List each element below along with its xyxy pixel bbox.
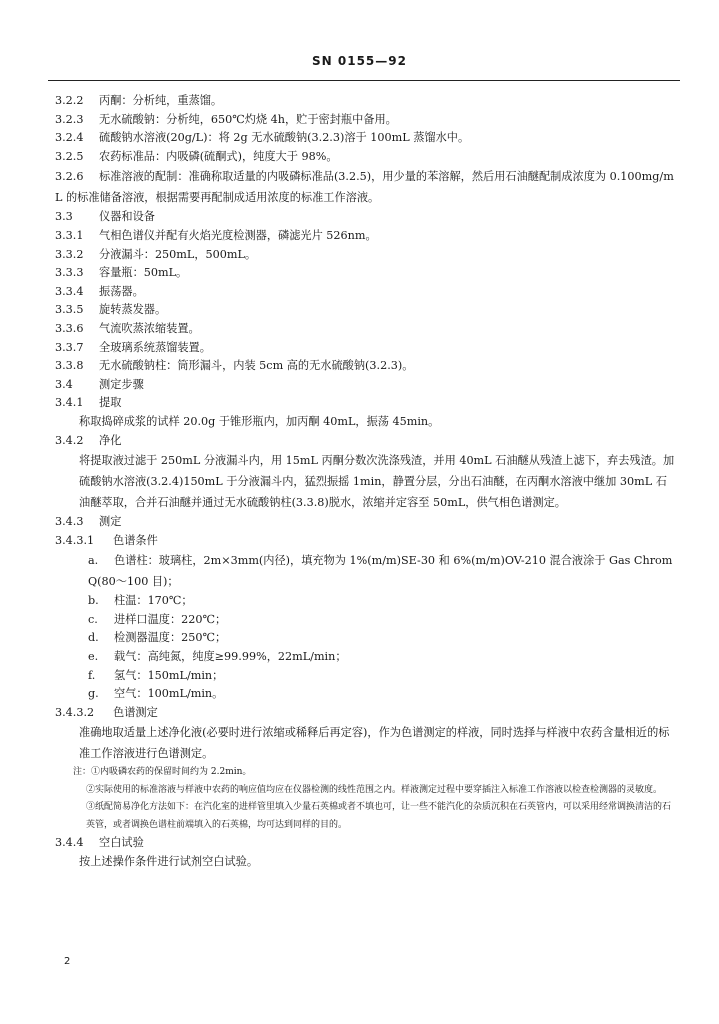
clause-3-2-4 xyxy=(55,129,677,148)
item-text: 检测器温度：250℃； xyxy=(114,631,227,645)
clause-text: 硫酸钠水溶液(20g/L)：将 2g 无水硫酸钠(3.2.3)溶于 100mL 蒸馏水中。 xyxy=(99,131,470,145)
note-text: 实际使用的标准溶液与样液中农药的响应值均应在仪器检测的线性范围之内。样液测定过程中要穿插注入标准工作溶液以检查检测器的灵敏度。 xyxy=(95,784,663,795)
clause-number: 3.3.6 xyxy=(55,321,84,335)
clause-3-2-2 xyxy=(55,92,677,111)
clause-text: 丙酮：分析纯，重蒸馏。 xyxy=(99,94,223,107)
clause-number: 3.4.3.2 xyxy=(55,705,95,719)
clause-3-3-4 xyxy=(55,283,677,302)
item-label: f. xyxy=(88,668,96,682)
item-text: 载气：高纯氮，纯度≥99.99%，22mL/min； xyxy=(114,650,347,664)
note-label: ① xyxy=(91,767,101,778)
clause-3-3-1 xyxy=(55,227,677,246)
clause-number: 3.4.3.1 xyxy=(55,533,95,547)
condition-d xyxy=(55,629,677,648)
chromatography-paragraph: 准确地取适量上述净化液(必要时进行浓缩或稀释后再定容)，作为色谱测定的样液，同时选择与样液中农药含量相近的标准工作溶液进行色谱测定。 xyxy=(79,726,670,761)
item-text: 空气：100mL/min。 xyxy=(114,687,224,701)
clause-3-4-2 xyxy=(55,432,677,451)
clause-3-4-3 xyxy=(55,513,677,532)
clause-number: 3.3.5 xyxy=(55,303,84,317)
note-label: ③ xyxy=(86,802,96,813)
item-label: a. xyxy=(88,554,99,568)
clause-3-3-2 xyxy=(55,246,677,265)
condition-e xyxy=(55,648,677,667)
clause-number: 3.2.5 xyxy=(55,149,84,163)
clause-number: 3.3.2 xyxy=(55,247,84,261)
clause-number: 3.4.4 xyxy=(55,836,84,850)
section-title: 仪器和设备 xyxy=(99,210,155,224)
document-body xyxy=(55,92,677,872)
clause-3-2-6 xyxy=(55,166,677,208)
clause-text: 无水硫酸钠：分析纯，650℃灼烧 4h，贮于密封瓶中备用。 xyxy=(99,112,397,126)
section-title: 测定步骤 xyxy=(99,377,144,391)
item-label: g. xyxy=(88,687,99,701)
clause-3-3-3 xyxy=(55,264,677,283)
clause-title: 测定 xyxy=(99,515,122,529)
clause-3-3-8 xyxy=(55,357,677,376)
clause-number: 3.3.8 xyxy=(55,359,84,373)
clause-text: 无水硫酸钠柱：筒形漏斗，内装 5cm 高的无水硫酸钠(3.2.3)。 xyxy=(99,359,414,373)
item-label: d. xyxy=(88,631,99,645)
note-2 xyxy=(55,782,677,800)
clause-text: 气相色谱仪并配有火焰光度检测器，磷滤光片 526nm。 xyxy=(99,228,377,242)
item-label: b. xyxy=(88,594,99,608)
clause-text: 容量瓶：50mL。 xyxy=(99,266,188,280)
note-3 xyxy=(55,799,677,834)
standard-code-header: SN 0155—92 xyxy=(312,54,407,68)
condition-b xyxy=(55,592,677,611)
clause-text: 旋转蒸发器。 xyxy=(99,303,167,317)
clause-title: 色谱测定 xyxy=(113,705,158,719)
note-label: ② xyxy=(86,784,96,795)
section-number: 3.3 xyxy=(55,210,73,224)
item-text: 氢气：150mL/min； xyxy=(114,668,224,682)
clause-number: 3.3.3 xyxy=(55,266,84,280)
clause-number: 3.3.7 xyxy=(55,340,84,354)
clause-number: 3.4.3 xyxy=(55,515,84,529)
clause-title: 提取 xyxy=(99,396,122,410)
clause-text: 气流吹蒸浓缩装置。 xyxy=(99,321,200,335)
item-label: c. xyxy=(88,612,98,626)
condition-g xyxy=(55,685,677,704)
clause-number: 3.4.2 xyxy=(55,433,84,447)
section-3-3 xyxy=(55,208,677,227)
note-1 xyxy=(55,764,677,782)
clause-3-4-1 xyxy=(55,394,677,413)
condition-c xyxy=(55,611,677,630)
condition-a xyxy=(55,550,677,592)
item-text: 色谱柱：玻璃柱，2m×3mm(内径)，填充物为 1%(m/m)SE-30 和 6%(m/m)OV-210 混合液涂于 Gas Chrom Q(80～100 目)； xyxy=(88,554,673,589)
clause-3-2-5 xyxy=(55,148,677,167)
clause-3-4-3-1 xyxy=(55,532,677,551)
clause-3-3-5 xyxy=(55,301,677,320)
clause-3-3-7 xyxy=(55,339,677,358)
cleanup-paragraph: 将提取液过滤于 250mL 分液漏斗内，用 15mL 丙酮分数次洗涤残渣，并用 40mL 石油醚从残渣上滤下，弃去残渣。加硫酸钠水溶液(3.2.4)150mL 于分液漏斗内，猛烈振摇 1min，静置分层，分出石油醚，在丙酮水溶液中继加 30mL 石油醚萃取，合并石油醚并通过无水硫酸钠柱(3.3.8)脱水，浓缩并定容至 50mL，供气相色谱测定。 xyxy=(79,454,675,510)
clause-number: 3.2.6 xyxy=(55,170,84,184)
clause-number: 3.2.4 xyxy=(55,131,84,145)
header-rule xyxy=(48,80,680,81)
section-number: 3.4 xyxy=(55,377,73,391)
note-prefix: 注： xyxy=(73,767,92,778)
page-number: 2 xyxy=(64,956,71,967)
clause-number: 3.2.2 xyxy=(55,94,84,107)
extraction-paragraph: 称取捣碎成浆的试样 20.0g 于锥形瓶内，加丙酮 40mL，振荡 45min。 xyxy=(79,414,440,428)
item-label: e. xyxy=(88,650,99,664)
note-text: 纸配简易净化方法如下：在汽化室的进样管里填入少量石英棉或者不填也可，让一些不能汽化的杂质沉积在石英管内，可以采用经常调换清洁的石英管，或者调换色谱柱前端填入的石英棉，均可达到同样的目的。 xyxy=(86,802,672,830)
section-3-4 xyxy=(55,376,677,395)
note-text: 内吸磷农药的保留时间约为 2.2min。 xyxy=(100,767,252,778)
clause-title: 色谱条件 xyxy=(113,533,158,547)
clause-number: 3.3.4 xyxy=(55,284,84,298)
clause-title: 空白试验 xyxy=(99,836,144,850)
clause-text: 标准溶液的配制：准确称取适量的内吸磷标准品(3.2.5)，用少量的苯溶解，然后用石油醚配制成浓度为 0.100mg/mL 的标准储备溶液，根据需要再配制成适用浓度的标准工作溶液。 xyxy=(55,170,674,205)
condition-f xyxy=(55,667,677,686)
clause-title: 净化 xyxy=(99,433,122,447)
item-text: 柱温：170℃； xyxy=(114,594,193,608)
clause-3-3-6 xyxy=(55,320,677,339)
clause-3-4-3-2 xyxy=(55,704,677,723)
clause-3-2-3 xyxy=(55,111,677,130)
clause-number: 3.3.1 xyxy=(55,228,84,242)
item-text: 进样口温度：220℃； xyxy=(114,612,227,626)
clause-3-4-4 xyxy=(55,834,677,853)
blank-test-paragraph: 按上述操作条件进行试剂空白试验。 xyxy=(79,855,259,869)
clause-number: 3.4.1 xyxy=(55,396,84,410)
clause-text: 全玻璃系统蒸馏装置。 xyxy=(99,340,211,354)
clause-number: 3.2.3 xyxy=(55,112,84,126)
clause-text: 振荡器。 xyxy=(99,284,144,298)
clause-text: 分液漏斗：250mL，500mL。 xyxy=(99,247,257,261)
clause-text: 农药标准品：内吸磷(硫酮式)，纯度大于 98%。 xyxy=(99,149,338,163)
